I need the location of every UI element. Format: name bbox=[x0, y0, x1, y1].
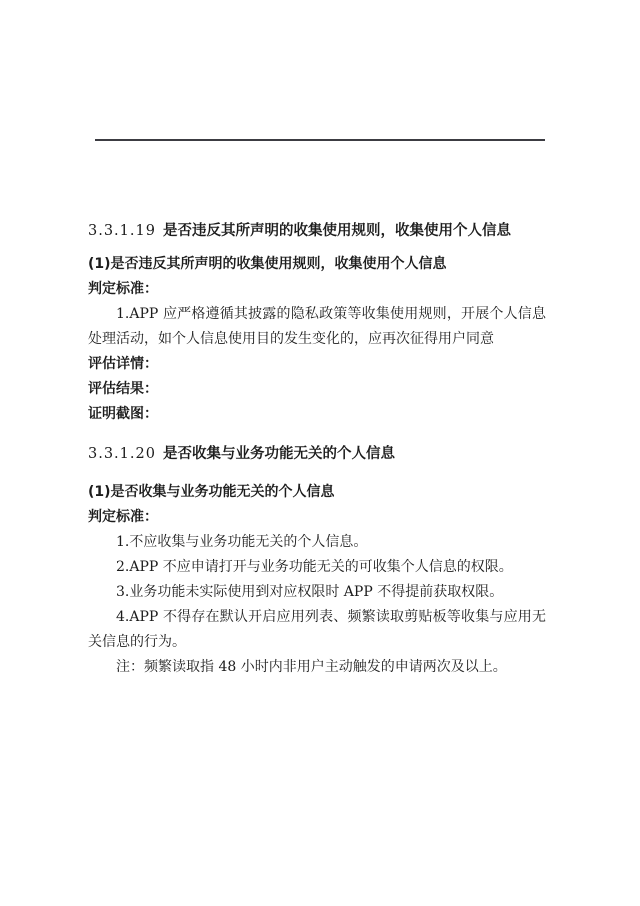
section-number: 3.3.1.20 bbox=[88, 446, 156, 462]
evaluation-result-label: 评估结果： bbox=[88, 381, 158, 397]
criteria-item: 3.业务功能未实际使用到对应权限时 APP 不得提前获取权限。 bbox=[116, 584, 504, 600]
evaluation-detail-label: 评估详情： bbox=[88, 356, 158, 372]
section-heading bbox=[88, 442, 546, 467]
criteria-item: 4.APP 不得存在默认开启应用列表、频繁读取剪贴板等收集与应用无关信息的行为。 bbox=[88, 609, 546, 650]
criteria-item: 2.APP 不应申请打开与业务功能无关的可收集个人信息的权限。 bbox=[116, 559, 513, 575]
section-heading bbox=[88, 219, 546, 244]
note-paragraph: 注：频繁读取指 48 小时内非用户主动触发的申请两次及以上。 bbox=[116, 659, 507, 675]
section-title: 是否违反其所声明的收集使用规则，收集使用个人信息 bbox=[162, 223, 511, 239]
section-title: 是否收集与业务功能无关的个人信息 bbox=[162, 446, 395, 462]
section-number: 3.3.1.19 bbox=[88, 223, 156, 239]
criteria-item: 1.APP 应严格遵循其披露的隐私政策等收集使用规则，开展个人信息处理活动，如个人信息使用目的发生变化的，应再次征得用户同意 bbox=[88, 306, 546, 347]
section-subtitle: (1)是否收集与业务功能无关的个人信息 bbox=[88, 484, 335, 500]
document-content bbox=[88, 219, 546, 680]
header-rule bbox=[95, 139, 545, 141]
criteria-label: 判定标准： bbox=[88, 281, 158, 297]
section-subtitle: (1)是否违反其所声明的收集使用规则，收集使用个人信息 bbox=[88, 256, 447, 272]
criteria-item: 1.不应收集与业务功能无关的个人信息。 bbox=[116, 534, 368, 550]
criteria-label: 判定标准： bbox=[88, 509, 158, 525]
proof-screenshot-label: 证明截图： bbox=[88, 406, 158, 422]
